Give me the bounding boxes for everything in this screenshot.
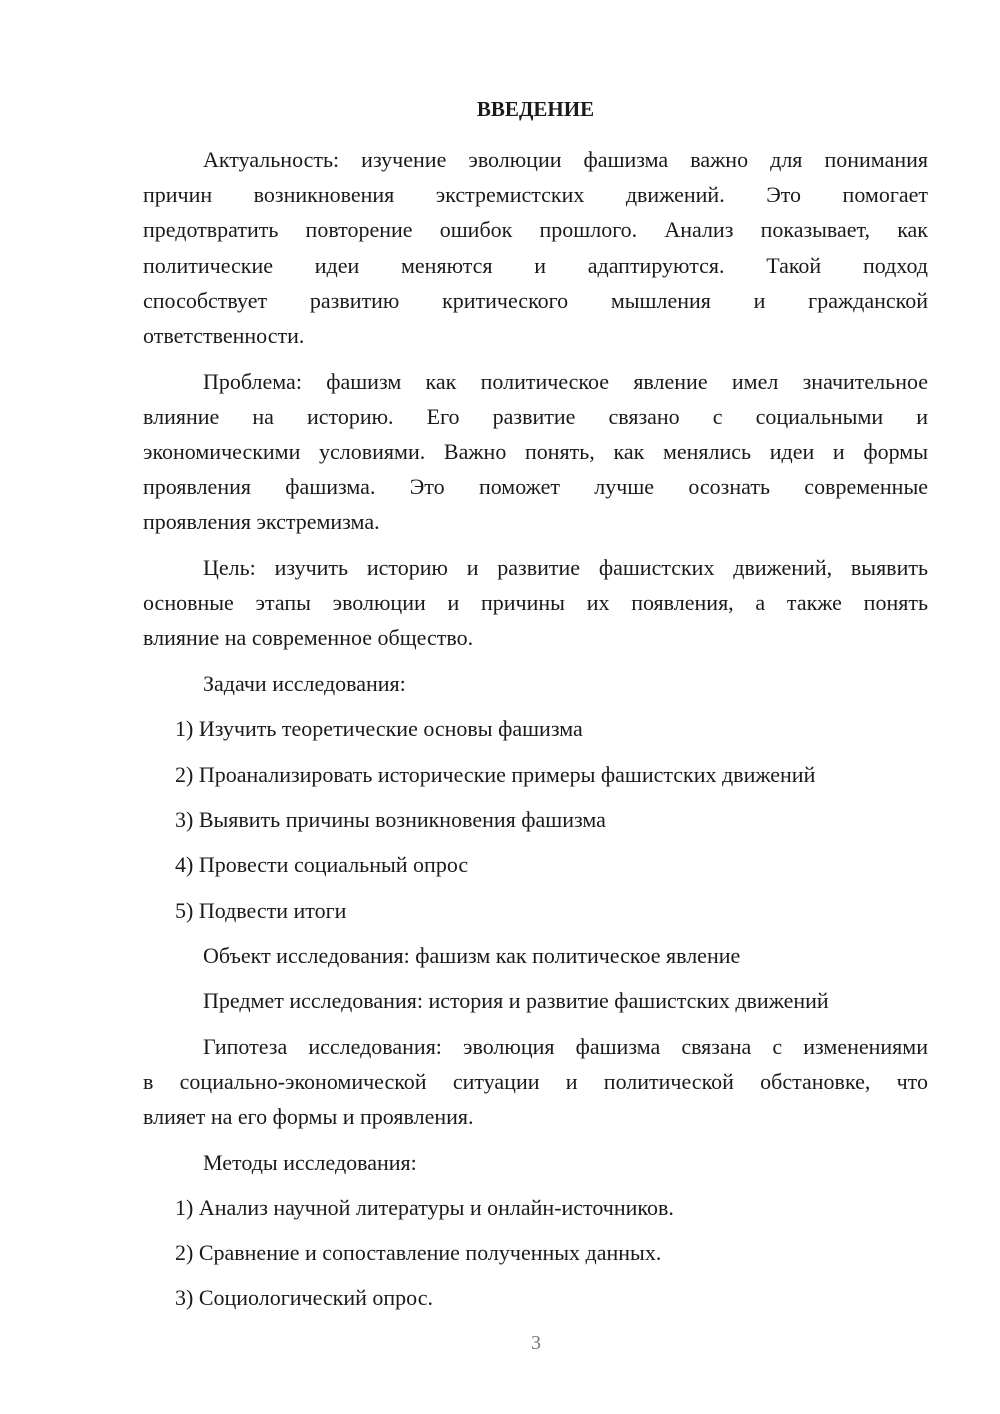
paragraph-line: проявления экстремизма. xyxy=(143,509,380,535)
paragraph-line: влияние на современное общество. xyxy=(143,625,474,651)
paragraph-line: проявления фашизма. Это поможет лучше осознать современные xyxy=(143,474,928,500)
goal-paragraph xyxy=(143,550,928,656)
paragraph-line: причин возникновения экстремистских движений. Это помогает xyxy=(143,182,928,208)
paragraph-line: предотвратить повторение ошибок прошлого. Анализ показывает, как xyxy=(143,217,928,243)
task-item: 4) Провести социальный опрос xyxy=(175,852,469,878)
paragraph-line: политические идеи меняются и адаптируются. Такой подход xyxy=(143,252,928,278)
paragraph-line: Гипотеза исследования: эволюция фашизма связана с изменениями xyxy=(203,1033,928,1059)
task-item: 1) Изучить теоретические основы фашизма xyxy=(175,716,583,742)
paragraph-line: Актуальность: изучение эволюции фашизма важно для понимания xyxy=(203,147,928,172)
method-item: 1) Анализ научной литературы и онлайн-источников. xyxy=(175,1194,674,1220)
method-item: 3) Социологический опрос. xyxy=(175,1285,433,1311)
methods-heading: Методы исследования: xyxy=(203,1149,417,1175)
paragraph-line: ответственности. xyxy=(143,322,305,348)
page-title: ВВЕДЕНИЕ xyxy=(476,97,595,121)
relevance-paragraph xyxy=(143,142,928,353)
method-item: 2) Сравнение и сопоставление полученных данных. xyxy=(175,1240,662,1266)
task-item: 2) Проанализировать исторические примеры фашистских движений xyxy=(175,761,816,787)
paragraph-line: в социально-экономической ситуации и политической обстановке, что xyxy=(143,1068,928,1094)
hypothesis-paragraph xyxy=(143,1029,928,1135)
paragraph-line: основные этапы эволюции и причины их появления, а также понять xyxy=(143,590,928,616)
paragraph-line: влияние на историю. Его развитие связано с социальными и xyxy=(143,403,928,429)
document-page xyxy=(143,92,928,1326)
problem-paragraph xyxy=(143,364,928,540)
paragraph-line: экономическими условиями. Важно понять, как менялись идеи и формы xyxy=(143,439,928,464)
paragraph-line: Цель: изучить историю и развитие фашистских движений, выявить xyxy=(203,555,928,581)
paragraph-line: Проблема: фашизм как политическое явление имел значительное xyxy=(203,368,928,394)
page-number: 3 xyxy=(531,1332,541,1354)
paragraph-line: способствует развитию критического мышления и гражданской xyxy=(143,287,928,313)
task-item: 3) Выявить причины возникновения фашизма xyxy=(175,807,606,833)
research-object: Объект исследования: фашизм как политическое явление xyxy=(203,942,741,968)
task-item: 5) Подвести итоги xyxy=(175,897,347,923)
tasks-heading: Задачи исследования: xyxy=(203,671,406,697)
paragraph-line: влияет на его формы и проявления. xyxy=(143,1103,474,1129)
research-subject: Предмет исследования: история и развитие фашистских движений xyxy=(203,988,829,1014)
